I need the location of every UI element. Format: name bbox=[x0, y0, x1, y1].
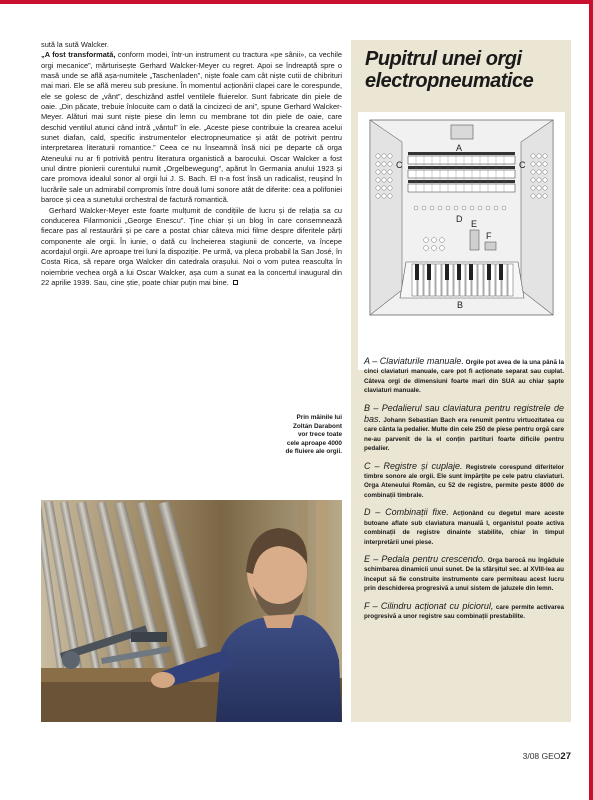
end-of-article-mark bbox=[233, 280, 238, 285]
diagram-label-c-left: C bbox=[396, 160, 403, 170]
note-f-title: F – Cilindru acționat cu piciorul, bbox=[364, 600, 494, 611]
diagram-label-f: F bbox=[486, 231, 492, 241]
diagram-label-a: A bbox=[456, 143, 463, 153]
article-paragraph-1 bbox=[41, 50, 342, 205]
page-border-right bbox=[589, 0, 593, 800]
organ-console-diagram bbox=[358, 112, 565, 370]
note-e-title: E – Pedala pentru crescendo. bbox=[364, 553, 486, 564]
page-border bbox=[0, 0, 593, 4]
note-e-body: Orga barocă nu îngăduie schimbarea dinamicii unui sunet. De la sfârșitul sec. al XVIII-lea au început să fie construite instrumente care permiteau acest lucru prin deschiderea progresivă a unui sistem de jaluzele din lemn. bbox=[364, 556, 564, 593]
note-e bbox=[364, 554, 564, 594]
diagram-label-d: D bbox=[456, 214, 463, 224]
note-d bbox=[364, 507, 564, 547]
note-f-body: care permite activarea progresivă a unor registre sau combinații prestabilite. bbox=[364, 603, 564, 620]
organ-restorer-photo bbox=[41, 500, 342, 722]
note-b-body: Johann Sebastian Bach era renumit pentru virtuozitatea cu care cânta la pedalier. Multe din cele 250 de piese pentru orgă care ne-au parvenit de la el conțin partituri foarte dificile pentru pedalier. bbox=[364, 417, 564, 453]
info-sidebar bbox=[351, 40, 571, 722]
photo-illustration bbox=[41, 500, 342, 722]
diagram-label-b: B bbox=[457, 300, 464, 310]
sidebar-title: Pupitrul unei orgi electropneumatice bbox=[365, 48, 534, 92]
diagram-label-c-right: C bbox=[519, 160, 526, 170]
photo-caption: Prin mâinile lui Zoltán Darabont vor trece toate cele aproape 4000 de fluiere ale orgii. bbox=[285, 414, 342, 456]
note-b-title: B – Pedalierul sau claviatura pentru registrele de bas. bbox=[364, 402, 564, 425]
article-lead-bold: „A fost transformată, bbox=[41, 50, 116, 60]
issue-label: 3/08 GEO bbox=[522, 751, 561, 761]
article-body bbox=[41, 40, 342, 288]
note-a bbox=[364, 356, 564, 396]
diagram-label-e: E bbox=[471, 219, 478, 229]
note-c-title: C – Registre și cuplaje. bbox=[364, 460, 463, 471]
article-intro-line: sută la sută Walcker. bbox=[41, 40, 109, 49]
note-d-body: Acționând cu degetul mare aceste butoane aflate sub claviatura manuală I, organistul poate activa combinații de registre dinainte stabilite, chiar în timpul interpretării unei piese. bbox=[364, 510, 565, 546]
page-footer bbox=[523, 751, 571, 762]
note-b bbox=[364, 403, 564, 454]
note-c-body: Registrele corespund diferitelor timbre sonore ale orgii. Ele sunt împărțite pe cele patru claviaturi. Orga Ateneului Român, cu 52 de registre, permite peste 8000 de combinații timbrale. bbox=[364, 463, 564, 499]
console-notes bbox=[364, 356, 564, 628]
article-paragraph-2 bbox=[41, 206, 342, 289]
organ-console-svg bbox=[358, 112, 565, 342]
note-a-body: Orgile pot avea de la una până la cinci claviaturi manuale, care pot fi acționate separat sau cuplat. Câteva orgi de dimensiuni foarte mari din SUA au chiar șapte claviaturi manuale. bbox=[364, 359, 565, 395]
article-paragraph-1-text: conform modei, într-un instrument cu tractura «pe sânii», ca vechile orgi mecanice”, mărturisește Gerhard Walcker-Meyer cu regret. Apoi se îndreaptă spre o masă unde se află așa-numitele „Taschenladen”, niște foale cam cât niște cutii de chibrituri mai mari. Ele se află mereu sub presiune. În momentul acționării clapei care le corespunde, ele se golesc de „vânt”, deschizând astfel ventilele fluierelor. Sunt fabricate din piele de oaie. „Din păcate, trebuie înlocuite cam o dată la cincizeci de ani”, spune Gerhard Walcker-Meyer. Alături mai sunt niște piese din lemn cu membrane tot din piele de oaie, care deschid ventilul atunci când intră „vântul” în ele. „Aceste piese contribuie la crearea acelui sunet diafan, cald, specific instrumentelor electropneumatice și atât de potrivit pentru interpretarea literaturii romantice.” Ceea ce nu înseamnă însă nici pe departe că orga Ateneului nu ar fi potrivită pentru literatura organistică a barocului. Oscar Walcker a fost unul dintre pionierii curentului numit „Orgelbewegung”, apărut în Germania anului 1923 și care promova idealul sonor al orgii lui J. S. Bach. El n-a fost însă un radicalist, reușind în lucrările sale un admirabil compromis între două lumi sonore atât de diferite: cea a polifoniei baroce și cea a sunetului orchestral de factură romantică. bbox=[41, 50, 342, 205]
note-d-title: D – Combinații fixe. bbox=[364, 507, 449, 518]
note-a-title: A – Claviaturile manuale. bbox=[364, 356, 464, 366]
note-c bbox=[364, 461, 564, 501]
article-paragraph-2-text: Gerhard Walcker-Meyer este foarte mulțumit de condițiile de lucru și de relația sa cu conducerea Filarmonicii „George Enescu”. Ține chiar și un blog în care consemnează fiecare pas al restaurării și pe care a postat chiar câteva mici filme despre diferitele părți componente ale orgii. În iunie, o dată cu încheierea stagiunii de concerte, va începe acordajul orgii. Are aproape trei luni la dispoziție. Pe urmă, va pleca probabil la San José, în Costa Rica, să repare orga Walcker din catedrala orașului. Noi o vom putea reasculta în noiembrie vechea orgă a lui Oscar Walcker, așa cum a sunat ea la concertul inaugural din 22 aprilie 1939. Sau, cine știe, poate chiar puțin mai bine. bbox=[41, 205, 342, 287]
note-f bbox=[364, 601, 564, 622]
page-number: 27 bbox=[560, 751, 571, 762]
